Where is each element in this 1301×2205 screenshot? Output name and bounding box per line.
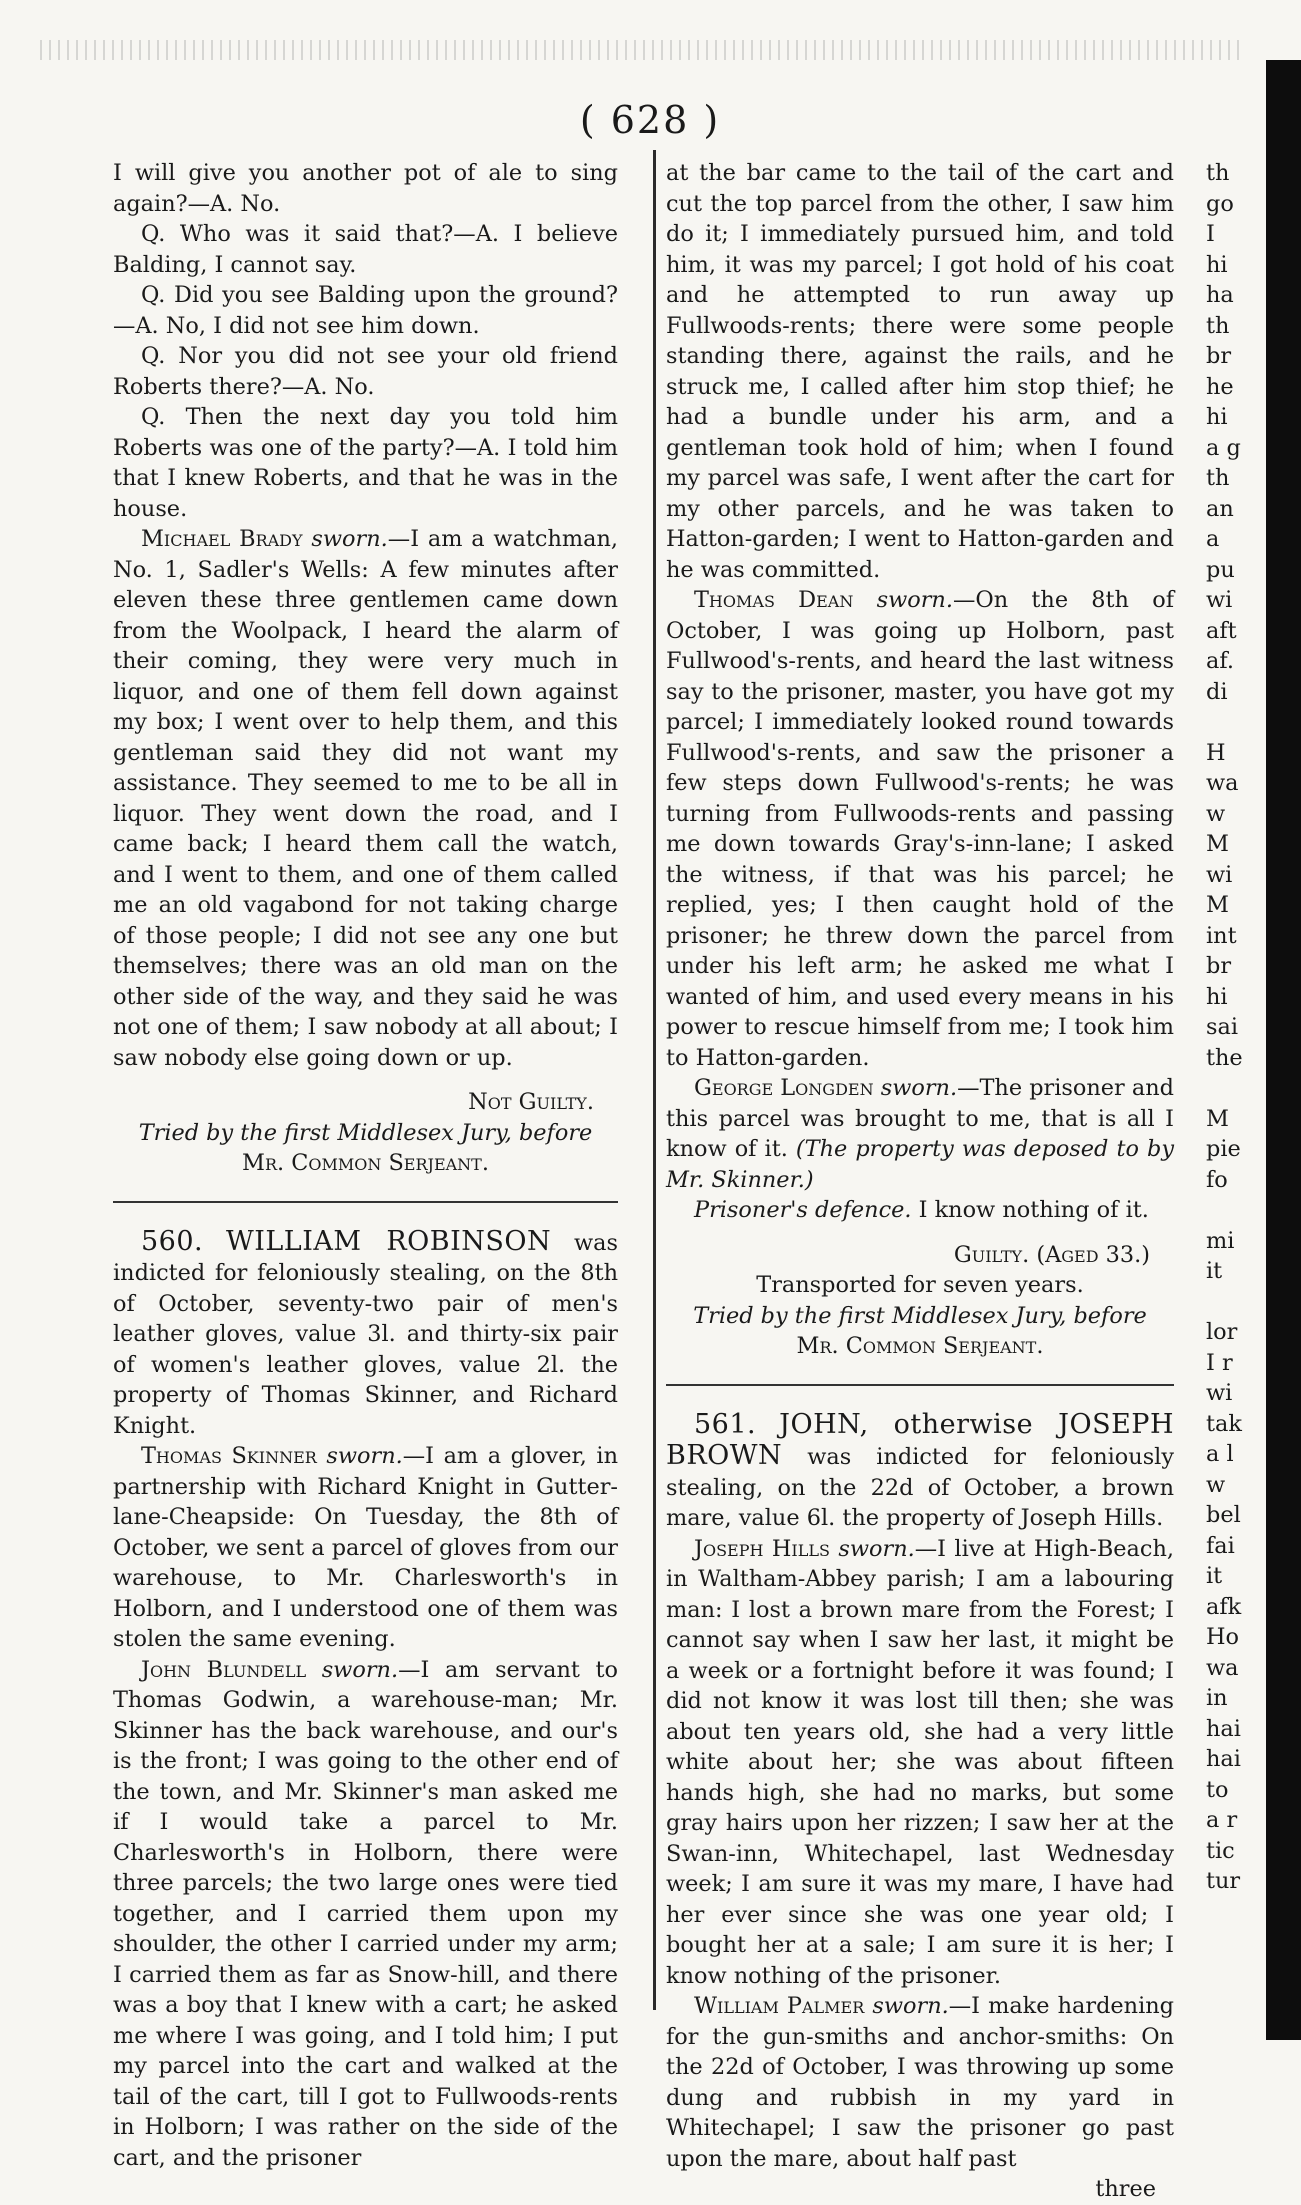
witness-testimony [113,524,618,1073]
defence-text: I know nothing of it. [911,1197,1149,1223]
bleed-fragment: fai [1206,1532,1235,1559]
bleed-fragment: a r [1206,1807,1238,1833]
case-heading [666,1410,1174,1534]
case-number: 561. [694,1408,757,1440]
bleed-fragment [1206,1195,1266,1226]
bleed-fragment: I [1206,221,1215,247]
bleed-fragment: fo [1206,1166,1228,1193]
bleed-fragment: ha [1206,282,1234,308]
bleed-fragment: sai [1206,1014,1239,1040]
bleed-fragment: H [1206,739,1226,766]
witness-name: John Blundell [141,1656,307,1683]
book-spine-shadow [1266,60,1301,2040]
testimony-text: —I am a glover, in partnership with Richard Knight in Gutter-lane-Cheapside: On Tuesday, the 8th of October, we sent a parcel of gloves from our warehouse, to Mr. Charlesworth's in Holborn, and I understood one of them was stolen the same evening. [113,1443,619,1652]
sworn-marker: sworn. [838,1535,915,1562]
testimony-text: —I make hardening for the gun-smiths and anchor-smiths: On the 22d of October, I was throwing up some dung and rubbish in my yard in Whitechapel; I saw the prisoner go past upon the mare, about half past [666,1993,1174,2172]
bleed-fragment: th [1206,160,1230,186]
case-heading [113,1227,618,1442]
verdict-text: Not Guilty. [468,1089,594,1115]
bleed-fragment: he [1206,373,1234,400]
bleed-fragment: br [1206,953,1232,979]
bleed-fragment: th [1206,465,1230,491]
bleed-fragment: wi [1206,587,1233,613]
bleed-fragment: br [1206,343,1232,369]
catchword: three [1095,2176,1156,2202]
bleed-fragment: an [1206,495,1234,522]
bleed-fragment: w [1206,1471,1226,1498]
trial-note-text: Tried by the first Middlesex Jury, before [138,1119,593,1146]
witness-name: Thomas Skinner [141,1443,317,1469]
bleed-fragment: a l [1206,1441,1234,1467]
bleed-fragment: lor [1206,1319,1238,1345]
defence-label: Prisoner's defence. [694,1197,912,1223]
text-paragraph [113,402,618,524]
bleed-fragment: afk [1206,1593,1242,1620]
bleed-fragment: pu [1206,556,1235,583]
bleed-fragment: Ho [1206,1624,1240,1650]
court-note: (The property was deposed to by Mr. Skinner.) [666,1136,1174,1193]
bleed-fragment: go [1206,190,1234,217]
bleed-fragment: M [1206,831,1229,857]
bleed-fragment [1206,707,1266,738]
witness-name: Joseph Hills [694,1535,830,1562]
facing-page-bleed [1206,158,1266,1897]
judge-line [113,1148,618,1179]
column-divider [653,150,656,2010]
testimony-text: —On the 8th of October, I was going up Holborn, past Fullwood's-rents, and heard the last witness say to the prisoner, master, you have got my parcel; I immediately looked round towards Fullwood's-rents, and saw the prisoner a few steps down Fullwood's-rents; he was turning from Fullwoods-rents and passing me down towards Gray's-inn-lane; I asked the witness, if that was his parcel; he replied, yes; I then caught hold of the prisoner; he threw down the parcel from under his left arm; he asked me what I wanted of him, and used every means in his power to rescue himself from me; I took him to Hatton-garden. [666,587,1174,1071]
witness-testimony [666,585,1174,1073]
bleed-fragment: mi [1206,1227,1235,1254]
case-separator-rule [666,1384,1174,1386]
verdict [113,1087,618,1118]
case-number: 560. [141,1225,204,1257]
testimony-text: —I am servant to Thomas Godwin, a warehouse-man; Mr. Skinner has the back warehouse, and our's is the front; I was going to the other end of the town, and Mr. Skinner's man asked me if I would take a parcel to Mr. Charlesworth's in Holborn, there were three parcels; the two large ones were tied together, and I carried them upon my shoulder, the other I carried under my arm; I carried them as far as Snow-hill, and there was a boy that I knew with a cart; he asked me where I was going, and I told him; I put my parcel into the cart and walked at the tail of the cart, till I got to Fullwoods-rents in Holborn; I was rather on the side of the cart, and the prisoner [113,1656,618,2171]
text-paragraph-text: Q. Then the next day you told him Roberts was one of the party?—A. I told him that I knew Roberts, and that he was in the house. [113,404,618,522]
witness-name: Michael Brady [141,526,303,552]
bleed-fragment: it [1206,1258,1223,1284]
bleed-fragment: a [1206,526,1220,552]
bleed-fragment: I r [1206,1349,1233,1376]
bleed-fragment: a g [1206,434,1241,461]
bleed-fragment: pie [1206,1136,1241,1162]
witness-name: George Longden [694,1075,874,1101]
witness-name: Thomas Dean [694,587,854,613]
trial-note-text: Tried by the first Middlesex Jury, before [693,1302,1147,1329]
text-paragraph-text: I will give you another pot of ale to sing again?—A. No. [113,160,618,217]
witness-name: William Palmer [694,1993,865,2019]
text-paragraph [113,158,618,219]
bleed-fragment: to [1206,1776,1229,1803]
sworn-marker: sworn. [326,1443,403,1469]
sentence-line-text: Transported for seven years. [756,1272,1084,1298]
verdict [666,1240,1174,1271]
bleed-fragment: it [1206,1563,1223,1589]
judge-line-text: Mr. Common Serjeant. [796,1333,1044,1359]
bleed-fragment: hai [1206,1746,1241,1772]
sworn-marker: sworn. [872,1993,949,2019]
trial-note [113,1118,618,1149]
witness-testimony [666,1534,1174,1992]
bleed-fragment: tur [1206,1868,1241,1894]
case-separator-rule [113,1201,618,1203]
bleed-fragment: in [1206,1685,1228,1711]
bleed-fragment: hi [1206,251,1228,278]
sworn-marker: sworn. [876,587,953,613]
bleed-fragment [1206,1287,1266,1318]
bleed-fragment: tak [1206,1410,1242,1437]
judge-line [666,1331,1174,1362]
bleed-fragment: wi [1206,1380,1233,1406]
bleed-fragment: wa [1206,1654,1239,1681]
bleed-fragment: int [1206,922,1237,949]
bleed-fragment: the [1206,1044,1243,1071]
bleed-fragment: bel [1206,1502,1241,1528]
bleed-fragment: M [1206,1105,1229,1132]
bleed-fragment: th [1206,312,1230,339]
sworn-marker: sworn. [311,526,388,552]
bleed-fragment: hi [1206,404,1228,430]
trial-note [666,1301,1174,1332]
page-number: ( 628 ) [579,98,721,142]
bleed-fragment: wi [1206,861,1233,888]
bleed-fragment: wa [1206,770,1239,796]
text-paragraph [666,158,1174,585]
defendant-name: WILLIAM ROBINSON [225,1225,552,1257]
sworn-marker: sworn. [880,1075,958,1101]
text-paragraph [113,219,618,280]
testimony-text: —The prisoner and this parcel was brought to me, that is all I know of it. [666,1075,1174,1162]
indictment-text: was indicted for feloniously stealing, on the 8th of October, seventy-two pair of men's leather gloves, value 3l. and thirty-six pair of women's leather gloves, value 2l. the property of Thomas Skinner, and Richard Knight. [113,1229,619,1439]
defendant-name: JOHN, otherwise JOSEPH BROWN [666,1408,1174,1471]
bleed-fragment: hai [1206,1715,1241,1742]
bleed-fragment: di [1206,678,1228,705]
text-paragraph-text: at the bar came to the tail of the cart and cut the top parcel from the other, I saw him do it; I immediately pursued him, and told him, it was my parcel; I got hold of his coat and he attempted to run away up Fullwoods-rents; there were some people standing there, against the rails, and he struck me, I called after him stop thief; he had a bundle under his arm, and a gentleman took hold of him; when I found my parcel was safe, I went after the cart for my other parcels, and he was taken to Hatton-garden; I went to Hatton-garden and he was committed. [666,160,1174,583]
witness-testimony [666,1073,1174,1195]
bleed-fragment: hi [1206,983,1228,1010]
middle-column [666,158,1174,2205]
witness-testimony [113,1655,618,2174]
left-column [113,158,618,2173]
witness-testimony [113,1441,618,1655]
text-paragraph-text: Q. Did you see Balding upon the ground?—A. No, I did not see him down. [113,282,618,339]
text-paragraph-text: Q. Nor you did not see your old friend Roberts there?—A. No. [113,343,618,400]
bleed-fragment: aft [1206,617,1237,644]
text-paragraph [113,341,618,402]
sentence-line [666,1270,1174,1301]
bleed-fragment: tic [1206,1837,1235,1864]
scan-edge-noise [40,40,1240,60]
testimony-text: —I am a watchman, No. 1, Sadler's Wells: A few minutes after eleven these three gentlemen came down from the Woolpack, I heard the alarm of their coming, they were very much in liquor, and one of them fell down against my box; I went over to help them, and this gentleman said they did not want my assistance. They seemed to me to be all in liquor. They went down the road, and I came back; I heard them call the watch, and I went to them, and one of them called me an old vagabond for not taking charge of those people; I did not see any one but themselves; there was an old man on the other side of the way, and they said he was not one of them; I saw nobody at all about; I saw nobody else going down or up. [113,526,619,1071]
bleed-fragment: M [1206,892,1229,918]
bleed-fragment [1206,1073,1266,1104]
text-paragraph [113,280,618,341]
judge-line-text: Mr. Common Serjeant. [242,1150,489,1176]
testimony-text: —I live at High-Beach, in Waltham-Abbey parish; I am a labouring man: I lost a brown mare from the Forest; I cannot say when I saw her last, it might be a week or a fortnight before it was found; I did not know it was lost till then; she was about ten years old, she had a very little white about her; she was about fifteen hands high, she had no marks, but some gray hairs upon her rizzen; I saw her at the Swan-inn, Whitechapel, last Wednesday week; I am sure it was my mare, I have had her ever since she was one year old; I bought her at a sale; I am sure it is her; I know nothing of the prisoner. [666,1535,1174,1989]
indictment-text: was indicted for feloniously stealing, on the 22d of October, a brown mare, value 6l. the property of Joseph Hills. [666,1444,1174,1531]
bleed-fragment: af. [1206,648,1234,674]
sworn-marker: sworn. [321,1656,399,1683]
text-paragraph-text: Q. Who was it said that?—A. I believe Balding, I cannot say. [113,221,618,278]
witness-testimony [666,1991,1174,2174]
prisoner-defence [666,1195,1174,1226]
verdict-text: Guilty. (Aged 33.) [953,1241,1150,1268]
bleed-fragment: w [1206,800,1226,827]
